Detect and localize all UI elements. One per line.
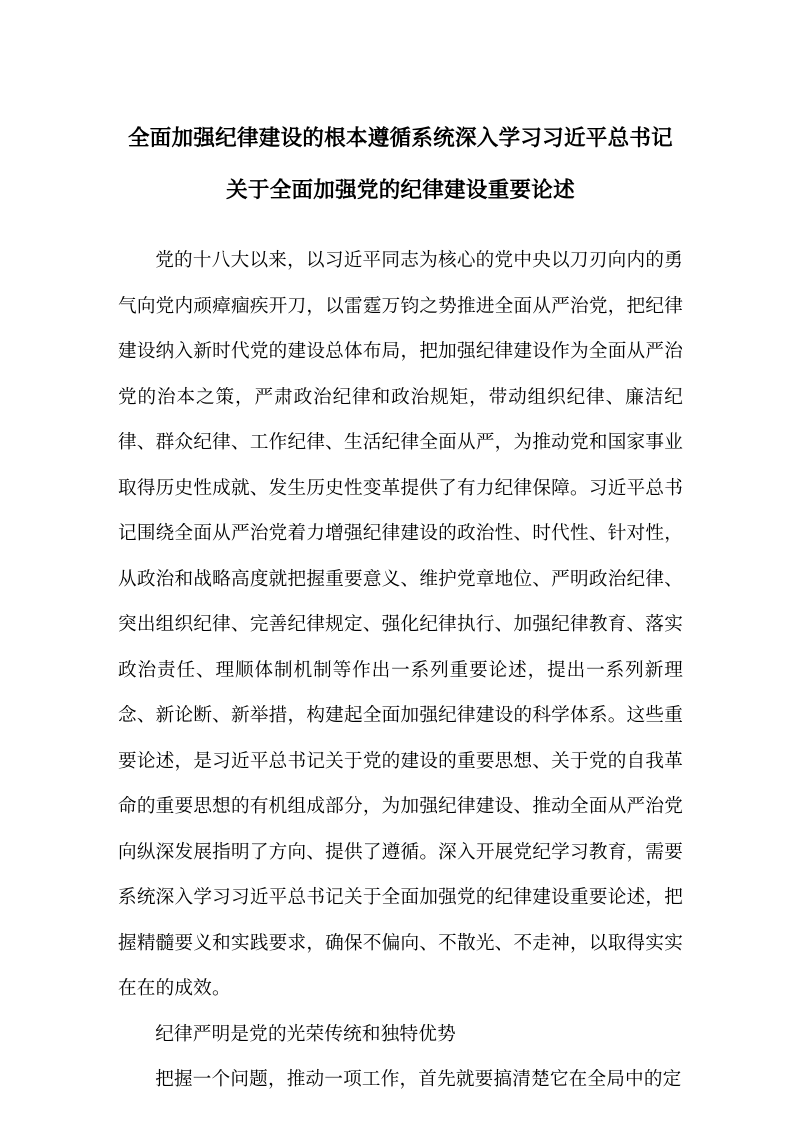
document-body	[118, 238, 683, 1103]
page-title	[118, 112, 683, 216]
paragraph-1: 党的十八大以来，以习近平同志为核心的党中央以刀刃向内的勇气向党内顽瘴痼疾开刀，以雷霆万钧之势推进全面从严治党，把纪律建设纳入新时代党的建设总体布局，把加强纪律建设作为全面从严治党的治本之策，严肃政治纪律和政治规矩，带动组织纪律、廉洁纪律、群众纪律、工作纪律、生活纪律全面从严，为推动党和国家事业取得历史性成就、发生历史性变革提供了有力纪律保障。习近平总书记围绕全面从严治党着力增强纪律建设的政治性、时代性、针对性，从政治和战略高度就把握重要意义、维护党章地位、严明政治纪律、突出组织纪律、完善纪律规定、强化纪律执行、加强纪律教育、落实政治责任、理顺体制机制等作出一系列重要论述，提出一系列新理念、新论断、新举措，构建起全面加强纪律建设的科学体系。这些重要论述，是习近平总书记关于党的建设的重要思想、关于党的自我革命的重要思想的有机组成部分，为加强纪律建设、推动全面从严治党向纵深发展指明了方向、提供了遵循。深入开展党纪学习教育，需要系统深入学习习近平总书记关于全面加强党的纪律建设重要论述，把握精髓要义和实践要求，确保不偏向、不散光、不走神，以取得实实在在的成效。	[118, 250, 683, 999]
paragraph-2: 纪律严明是党的光荣传统和独特优势	[155, 1023, 456, 1045]
title-line-2: 关于全面加强党的纪律建设重要论述	[226, 178, 575, 202]
title-line-1: 全面加强纪律建设的根本遵循系统深入学习习近平总书记	[127, 126, 673, 150]
paragraph-3: 把握一个问题，推动一项工作，首先就要搞清楚它在全局中的定	[155, 1069, 682, 1090]
